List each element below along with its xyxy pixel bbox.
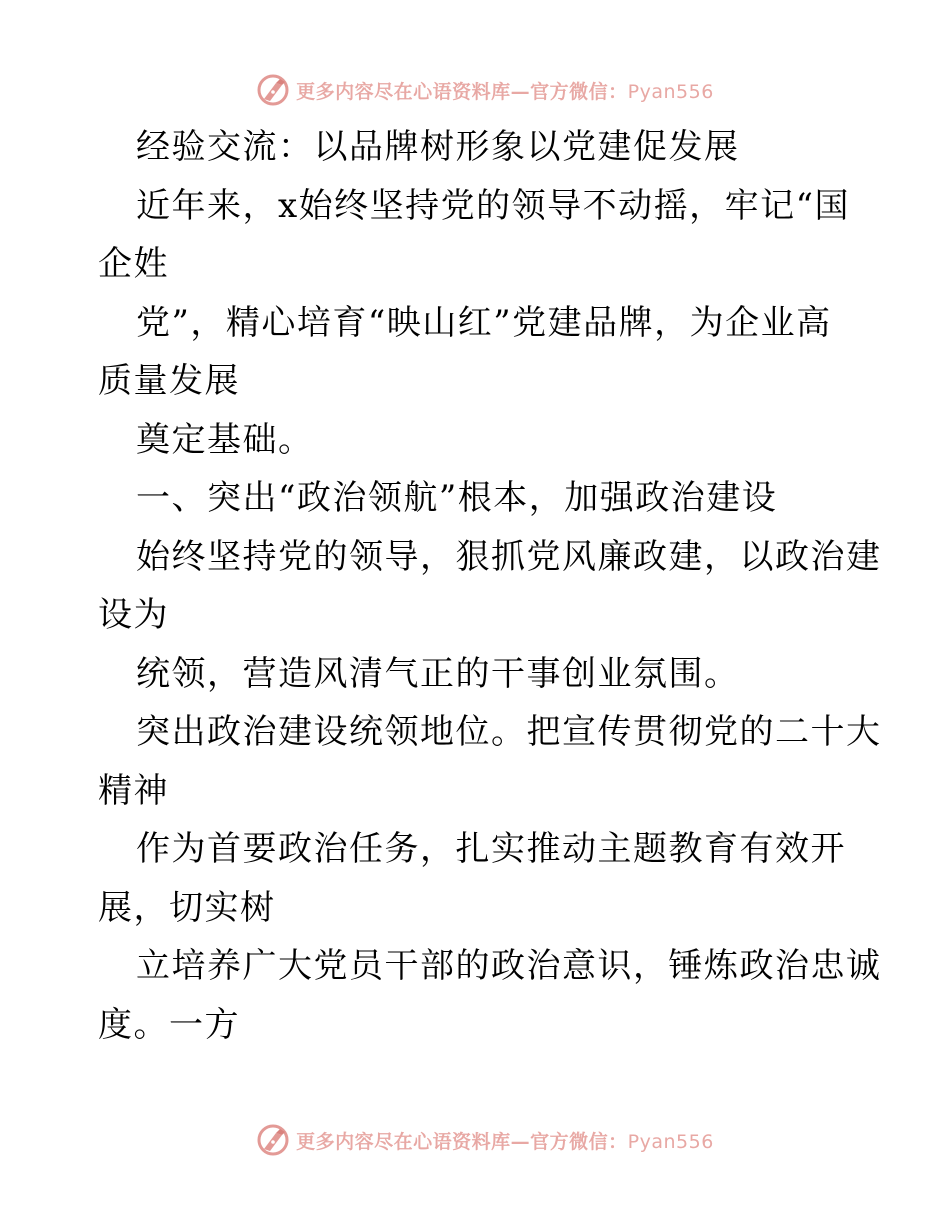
watermark-text-cn: 更多内容尽在心语资料库—官方微信： — [296, 1130, 628, 1153]
paragraph-line: 质量发展 — [98, 361, 240, 401]
paragraph-line: 度。一方 — [98, 1004, 240, 1045]
paragraph-line: 作为首要政治任务，扎实推动主题教育有效开 — [136, 829, 846, 869]
paragraph-line: 精神 — [98, 770, 169, 811]
watermark-wechat-id: Pyan556 — [627, 80, 714, 103]
watermark-text-cn: 更多内容尽在心语资料库—官方微信： — [296, 80, 628, 103]
watermark-text — [296, 77, 714, 104]
paragraph-line: 始终坚持党的领导，狠抓党风廉政建，以政治建 — [136, 536, 882, 577]
paragraph-line: 突出政治建设统领地位。把宣传贯彻党的二十大 — [136, 712, 882, 752]
document-body — [98, 118, 882, 1054]
header-watermark — [0, 70, 950, 110]
paragraph-line: 企姓 — [98, 244, 169, 284]
paragraph-line: 经验交流：以品牌树形象以党建促发展 — [136, 127, 740, 167]
footer-watermark — [0, 1120, 950, 1160]
paragraph-line: 展，切实树 — [98, 887, 276, 928]
paragraph-line: 近年来，x始终坚持党的领导不动摇，牢记“国 — [136, 185, 851, 226]
watermark-group — [256, 1123, 714, 1157]
watermark-wechat-id: Pyan556 — [627, 1130, 714, 1153]
watermark-text — [296, 1127, 714, 1154]
paragraph-line: 党”，精心培育“映山红”党建品牌，为企业高 — [136, 302, 832, 343]
paragraph-line: 统领，营造风清气正的干事创业氛围。 — [136, 653, 740, 694]
paragraph-line: 奠定基础。 — [136, 419, 314, 460]
watermark-group — [256, 73, 714, 107]
pen-nib-logo-icon — [256, 73, 290, 107]
paragraph-line: 立培养广大党员干部的政治意识，锤炼政治忠诚 — [136, 946, 882, 986]
paragraph-line: 一、突出“政治领航”根本，加强政治建设 — [136, 478, 778, 518]
paragraph-line: 设为 — [98, 595, 169, 635]
pen-nib-logo-icon — [256, 1123, 290, 1157]
